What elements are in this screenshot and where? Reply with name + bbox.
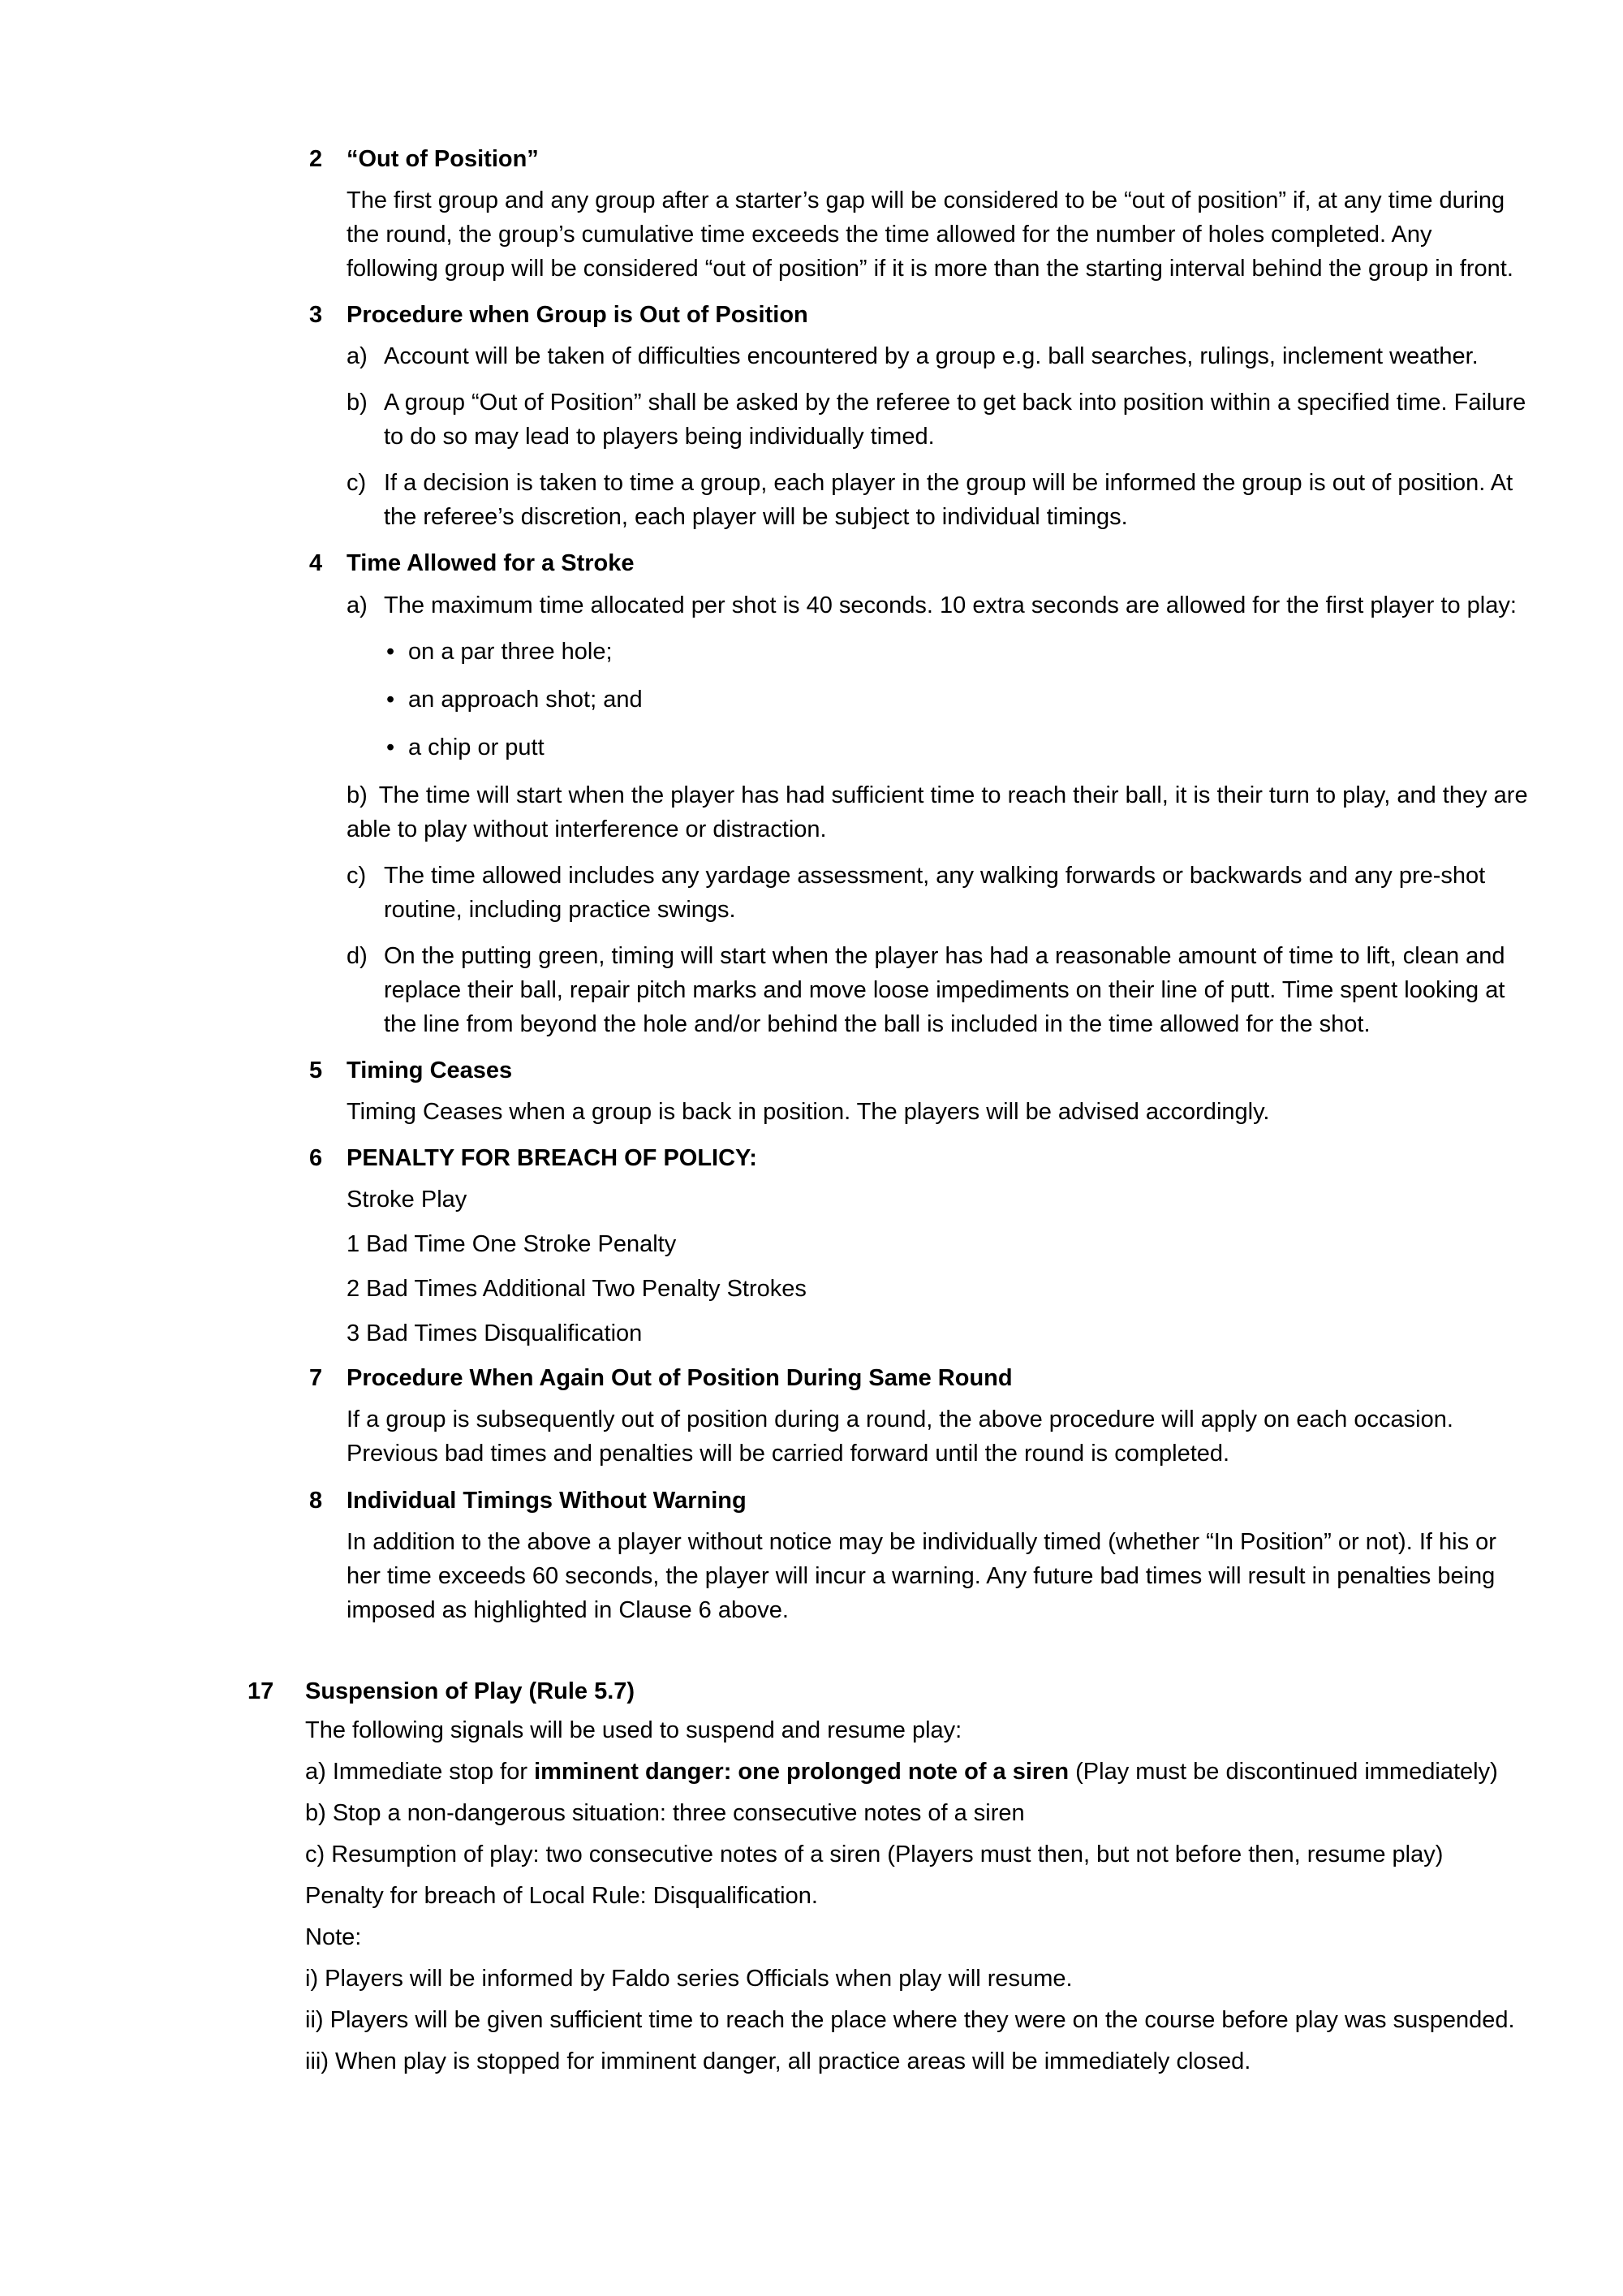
list-item-c bbox=[347, 859, 1530, 927]
bullet-icon: • bbox=[386, 638, 395, 665]
bullet-item bbox=[347, 635, 1530, 669]
paragraph-signal-b: b) Stop a non-dangerous situation: three consecutive notes of a siren bbox=[305, 1799, 1025, 1826]
penalty-line: Stroke Play bbox=[347, 1187, 467, 1213]
item-text: If a decision is taken to time a group, each player in the group will be informed the group is out of position. At the referee’s discretion, each player will be subject to individual timings. bbox=[384, 470, 1513, 531]
section-number: 4 bbox=[309, 550, 323, 577]
bullet-item bbox=[347, 730, 1530, 765]
section-suspension-of-play bbox=[248, 1674, 1530, 2078]
item-text: The time allowed includes any yardage assessment, any walking forwards or backwards and any pre-shot routine, including practice swings. bbox=[384, 862, 1486, 923]
penalty-line: 3 Bad Times Disqualification bbox=[347, 1320, 643, 1347]
paragraph-penalty: Penalty for breach of Local Rule: Disqualification. bbox=[305, 1882, 818, 1909]
item-label: b) bbox=[347, 782, 368, 808]
item-label: c) bbox=[347, 862, 367, 889]
section-heading bbox=[309, 1141, 1530, 1175]
item-text: On the putting green, timing will start when the player has had a reasonable amount of time to lift, clean and replace their ball, repair pitch marks and move loose impediments on their line of putt. Time spent looking at the line from beyond the hole and/or behind the ball is included in the time allowed for the shot. bbox=[384, 942, 1505, 1037]
section-procedure-out-of-position bbox=[309, 298, 1530, 534]
section-title: PENALTY FOR BREACH OF POLICY: bbox=[347, 1145, 757, 1172]
signal-a-pre: a) Immediate stop for bbox=[305, 1758, 535, 1785]
item-text: A group “Out of Position” shall be asked by the referee to get back into position within a specified time. Failure to do so may lead to players being individually timed. bbox=[384, 390, 1526, 450]
item-label: d) bbox=[347, 942, 368, 969]
section-heading bbox=[309, 298, 1530, 332]
section-title: Time Allowed for a Stroke bbox=[347, 550, 635, 577]
paragraph: In addition to the above a player without notice may be individually timed (whether “In Position” or not). If his or her time exceeds 60 seconds, the player will incur a warning. Any future bad times will result in penalties being imposed as highlighted in Clause 6 above. bbox=[347, 1528, 1496, 1623]
section-heading bbox=[309, 142, 1530, 176]
section-number: 5 bbox=[309, 1058, 323, 1084]
section-title: “Out of Position” bbox=[347, 146, 539, 172]
note-i: i) Players will be informed by Faldo series Officials when play will resume. bbox=[305, 1966, 1073, 1992]
section-time-allowed-for-stroke bbox=[309, 546, 1530, 1041]
section-heading bbox=[309, 1053, 1530, 1088]
signal-a-post: (Play must be discontinued immediately) bbox=[1069, 1758, 1498, 1785]
bullet-text: on a par three hole; bbox=[408, 638, 613, 665]
section-number: 3 bbox=[309, 302, 323, 329]
note-ii: ii) Players will be given sufficient time to reach the place where they were on the course before play was suspended. bbox=[305, 2007, 1515, 2034]
bullet-text: an approach shot; and bbox=[408, 686, 643, 713]
paragraph-intro: The following signals will be used to suspend and resume play: bbox=[305, 1717, 962, 1743]
list-item-b bbox=[347, 386, 1530, 454]
section-number: 7 bbox=[309, 1365, 323, 1392]
section-heading bbox=[309, 546, 1530, 580]
list-item-a bbox=[347, 588, 1530, 622]
note-label: Note: bbox=[305, 1923, 362, 1950]
note-iii: iii) When play is stopped for imminent danger, all practice areas will be immediately closed. bbox=[305, 2048, 1251, 2075]
section-again-out-of-position bbox=[309, 1361, 1530, 1471]
section-title: Timing Ceases bbox=[347, 1058, 513, 1084]
penalty-line: 2 Bad Times Additional Two Penalty Strokes bbox=[347, 1276, 807, 1303]
paragraph: Timing Ceases when a group is back in position. The players will be advised accordingly. bbox=[347, 1099, 1270, 1126]
item-label: b) bbox=[347, 390, 368, 416]
item-text: Account will be taken of difficulties encountered by a group e.g. ball searches, rulings, inclement weather. bbox=[384, 343, 1479, 370]
section-timing-ceases bbox=[309, 1053, 1530, 1129]
item-label: a) bbox=[347, 592, 368, 618]
section-out-of-position bbox=[309, 142, 1530, 286]
section-heading bbox=[248, 1674, 1530, 1708]
section-number: 6 bbox=[309, 1145, 323, 1172]
item-text: The maximum time allocated per shot is 40 seconds. 10 extra seconds are allowed for the first player to play: bbox=[384, 592, 1517, 618]
bullet-icon: • bbox=[386, 734, 395, 760]
bullet-text: a chip or putt bbox=[408, 734, 545, 760]
bullet-item bbox=[347, 683, 1530, 717]
paragraph: If a group is subsequently out of position during a round, the above procedure will apply on each occasion. Previous bad times and penalties will be carried forward until the round is completed. bbox=[347, 1406, 1453, 1467]
paragraph-signal-a bbox=[305, 1755, 1530, 1789]
item-label: c) bbox=[347, 470, 367, 497]
penalty-line: 1 Bad Time One Stroke Penalty bbox=[347, 1231, 677, 1258]
item-label: a) bbox=[347, 343, 368, 370]
section-penalty-for-breach bbox=[309, 1141, 1530, 1350]
section-title: Procedure When Again Out of Position During Same Round bbox=[347, 1365, 1013, 1392]
section-number: 8 bbox=[309, 1487, 323, 1514]
bullet-icon: • bbox=[386, 686, 395, 713]
paragraph: The first group and any group after a starter’s gap will be considered to be “out of position” if, at any time during the round, the group’s cumulative time exceeds the time allowed for the number of holes completed. Any following group will be considered “out of position” if it is more than the starting interval behind the group in front. bbox=[347, 187, 1513, 282]
section-title: Individual Timings Without Warning bbox=[347, 1487, 747, 1514]
list-item-a bbox=[347, 339, 1530, 373]
section-title: Suspension of Play (Rule 5.7) bbox=[305, 1678, 635, 1704]
list-item-c bbox=[347, 466, 1530, 534]
list-item-b bbox=[347, 778, 1530, 846]
section-individual-timings bbox=[309, 1484, 1530, 1627]
section-number: 17 bbox=[248, 1678, 274, 1704]
paragraph-signal-c: c) Resumption of play: two consecutive notes of a siren (Players must then, but not before then, resume play) bbox=[305, 1841, 1444, 1867]
list-item-d bbox=[347, 939, 1530, 1041]
section-heading bbox=[309, 1361, 1530, 1395]
section-number: 2 bbox=[309, 146, 323, 172]
section-heading bbox=[309, 1484, 1530, 1518]
section-title: Procedure when Group is Out of Position bbox=[347, 302, 808, 329]
item-text: The time will start when the player has had sufficient time to reach their ball, it is their turn to play, and they are able to play without interference or distraction. bbox=[347, 782, 1528, 842]
signal-a-bold: imminent danger: one prolonged note of a siren bbox=[534, 1758, 1070, 1785]
